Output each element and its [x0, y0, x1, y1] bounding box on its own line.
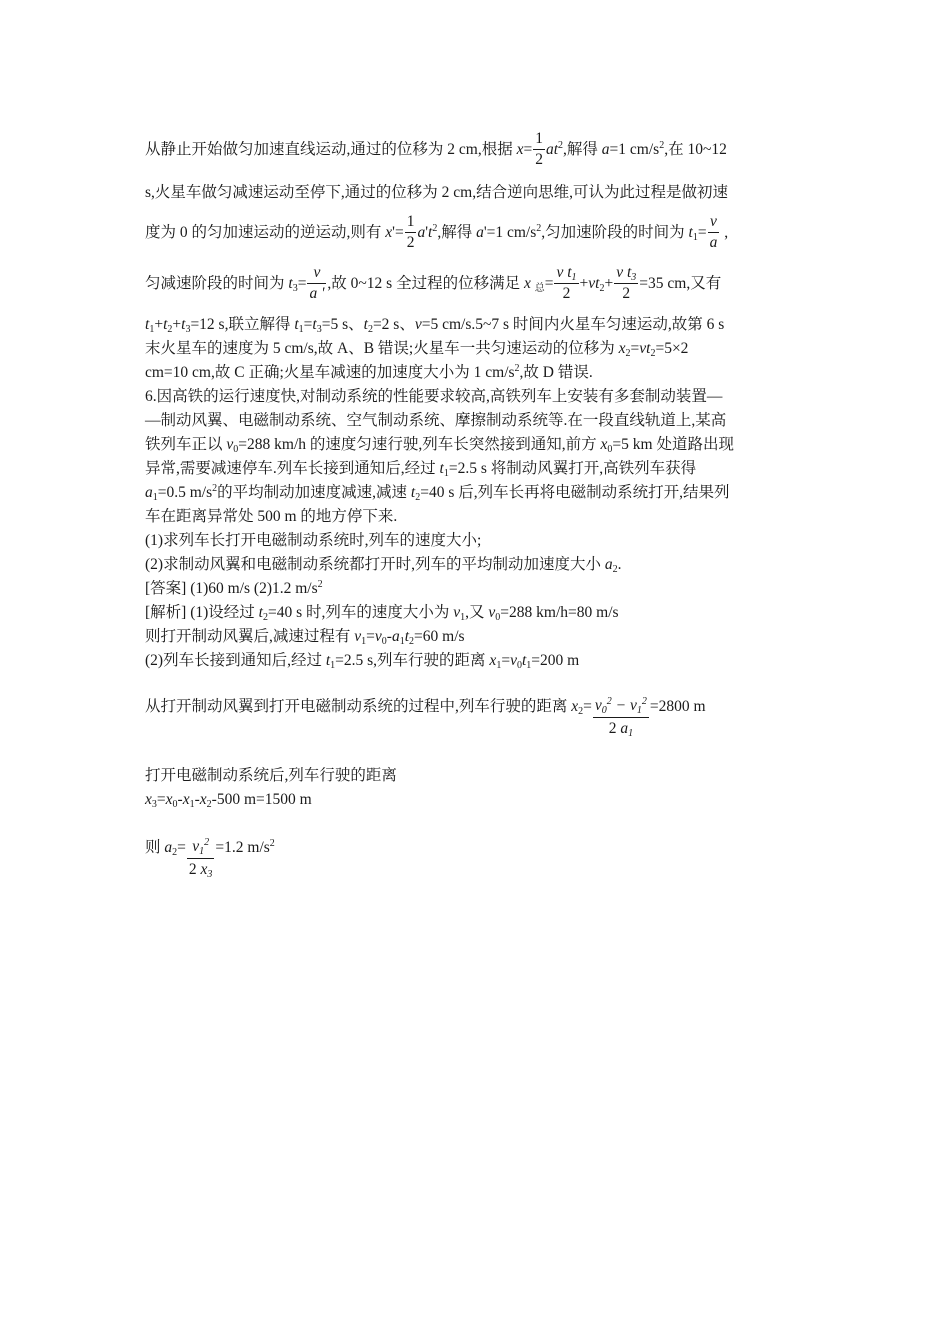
text: 打开电磁制动系统后,列车行驶的距离 — [145, 767, 397, 784]
solution-line-7: cm=10 cm,故 C 正确;火星车减速的加速度大小为 1 $cm/s^2$,故 D 错误. — [145, 363, 593, 381]
text: 匀减速阶段的时间为 — [145, 275, 289, 293]
text: ,在 10~12 — [664, 141, 727, 159]
text: 从打开制动风翼到打开电磁制动系统的过程中,列车行驶的距离 — [145, 698, 572, 716]
fraction: $\frac{v_1^2}{2 x_3}$ — [188, 837, 213, 880]
text: 则 — [145, 839, 165, 857]
text: (2)求制动风翼和电磁制动系统都打开时,列车的平均制动加速度大小 — [145, 556, 605, 573]
text: =2800 m — [649, 698, 706, 716]
text: 末火星车的速度为 5 cm/s,故 A、B 错误;火星车一共匀速运动的位移为 — [145, 340, 619, 357]
text: (1)求列车长打开电磁制动系统时,列车的速度大小; — [145, 532, 482, 549]
fraction: $\frac{v t_3}{2}$ — [616, 264, 637, 302]
text: 6.因高铁的运行速度快,对制动系统的性能要求较高,高铁列车上安装有多套制动装置— — [145, 388, 723, 405]
question-6-line-3: 铁列车正以 $v_0=288$ km/h 的速度匀速行驶,列车长突然接到通知,前方 $x_0=5$ km 处道路出现 — [145, 436, 734, 455]
text: -500 m=1500 m — [211, 791, 312, 808]
text: =1.2 m/s — [215, 839, 270, 857]
answer-line: [答案] (1)60 m/s (2)1.2 $m/s^2$ — [145, 579, 323, 597]
text: =1 cm/s — [486, 224, 537, 242]
question-6-sub-2: (2)求制动风翼和电磁制动系统都打开时,列车的平均制动加速度大小 $a_2$. — [145, 556, 622, 575]
text: =12 s,联立解得 — [190, 316, 295, 333]
text: ,故 0~12 s 全过程的位移满足 — [327, 275, 524, 293]
text: 从静止开始做匀加速直线运动,通过的位移为 2 cm,根据 — [145, 141, 517, 159]
text: 车在距离异常处 500 m 的地方停下来. — [145, 508, 398, 525]
text: =60 m/s — [414, 628, 465, 645]
text: =35 cm,又有 — [639, 275, 722, 293]
text: 的平均制动加速度减速,减速 — [217, 484, 411, 501]
solution-line-3: 度为 0 的匀加速运动的逆运动,则有 x'= $\frac{1}{2}$ $a't^2$,解得 a'=1 $cm/s^2$,匀加速阶段的时间为 $t_1=$ $\frac{v}{a}$ , — [145, 213, 729, 251]
analysis-line-7: 则 $a_2=$ $\frac{v_1^2}{2 x_3}$ =1.2 $m/s^2$ — [145, 837, 275, 880]
text: —制动风翼、电磁制动系统、空气制动系统、摩擦制动系统等.在一段直线轨道上,某高 — [145, 412, 727, 429]
text: =2.5 s,列车行驶的距离 — [335, 652, 490, 669]
analysis-line-3: (2)列车长接到通知后,经过 $t_1=2.5$ s,列车行驶的距离 $x_1=v_0t_1=200$ m — [145, 652, 580, 671]
analysis-line-2: 则打开制动风翼后,减速过程有 $v_1=v_0-a_1t_2=60$ m/s — [145, 628, 465, 647]
text: ,解得 — [437, 224, 477, 242]
question-6-line-4: 异常,需要减速停车.列车长接到通知后,经过 $t_1=2.5$ s 将制动风翼打开,高铁列车获得 — [145, 460, 697, 479]
text: =5 cm/s.5~7 s 时间内火星车匀速运动,故第 6 s — [421, 316, 725, 333]
fraction: $\frac{v}{a}$ — [709, 213, 718, 251]
solution-line-4: 匀减速阶段的时间为 $t_3=$ $\frac{v}{a '}$ ,故 0~12 s 全过程的位移满足 x $_总$= $\frac{v t_1}{2}$ $+vt_2+$ $\frac{v t_3}{2}$ =35 cm,又有 — [145, 264, 722, 302]
text: =5×2 — [655, 340, 689, 357]
fraction: $\frac{1}{2}$ — [535, 130, 543, 168]
text: (2)列车长接到通知后,经过 — [145, 652, 326, 669]
analysis-line-1: [解析] (1)设经过 $t_2=40$ s 时,列车的速度大小为 $v_1$,又 $v_0=288$ km/h=80 m/s — [145, 604, 619, 623]
text: =288 km/h 的速度匀速行驶,列车长突然接到通知,前方 — [238, 436, 601, 453]
solution-line-5: $t_1+t_2+t_3=12$ s,联立解得 $t_1=t_3=5$ s、$t_2=2$ s、v=5 cm/s.5~7 s 时间内火星车匀速运动,故第 6 s — [145, 316, 725, 335]
text: cm=10 cm,故 C 正确;火星车减速的加速度大小为 1 cm/s — [145, 364, 515, 381]
fraction: $\frac{v_0^2 - v_1^2}{2 a_1}$ — [594, 696, 647, 739]
text: =40 s 时,列车的速度大小为 — [267, 604, 454, 621]
analysis-line-6: $x_3=x_0-x_1-x_2-500$ m=1500 m — [145, 791, 312, 810]
text: =0.5 m/s — [157, 484, 213, 501]
fraction: $\frac{v}{a '}$ — [309, 264, 325, 302]
text: =200 m — [531, 652, 580, 669]
analysis-line-4: 从打开制动风翼到打开电磁制动系统的过程中,列车行驶的距离 $x_2=$ $\frac{v_0^2 - v_1^2}{2 a_1}$ =2800 m — [145, 696, 706, 739]
text: =288 km/h=80 m/s — [500, 604, 619, 621]
text: 度为 0 的匀加速运动的逆运动,则有 — [145, 224, 386, 242]
fraction: $\frac{1}{2}$ — [406, 213, 415, 251]
text: 异常,需要减速停车.列车长接到通知后,经过 — [145, 460, 440, 477]
question-6-line-5: $a_1=0.5$ $m/s^2$的平均制动加速度减速,减速 $t_2=40$ s 后,列车长再将电磁制动系统打开,结果列 — [145, 483, 730, 503]
text: =5 km 处道路出现 — [612, 436, 734, 453]
text: 则打开制动风翼后,减速过程有 — [145, 628, 355, 645]
solution-line-1: 从静止开始做匀加速直线运动,通过的位移为 2 cm,根据 x= $\frac{1}{2}$ $at^2$,解得 a=1 $cm/s^2$,在 10~12 — [145, 130, 727, 168]
text: =2 s、 — [372, 316, 415, 333]
solution-line-6: 末火星车的速度为 5 cm/s,故 A、B 错误;火星车一共匀速运动的位移为 $x_2=vt_2=5\times 2$ — [145, 340, 689, 359]
text: ,解得 — [563, 141, 602, 159]
text: =40 s 后,列车长再将电磁制动系统打开,结果列 — [420, 484, 730, 501]
question-6-line-2 — [145, 409, 810, 433]
solution-line-2 — [145, 181, 810, 205]
question-6-line-6 — [145, 505, 810, 529]
text: ,匀加速阶段的时间为 — [541, 224, 689, 242]
text: 铁列车正以 — [145, 436, 227, 453]
text: =1 cm/s — [609, 141, 660, 159]
fraction: $\frac{v t_1}{2}$ — [556, 264, 577, 302]
text: ,又 — [465, 604, 489, 621]
text: ,故 D 错误. — [519, 364, 593, 381]
analysis-line-5 — [145, 764, 810, 788]
text: =2.5 s 将制动风翼打开,高铁列车获得 — [448, 460, 697, 477]
text: s,火星车做匀减速运动至停下,通过的位移为 2 cm,结合逆向思维,可认为此过程是做初速 — [145, 184, 728, 201]
text: =5 s、 — [321, 316, 364, 333]
question-6-line-1 — [145, 385, 810, 409]
text: [答案] (1)60 m/s (2)1.2 m/s — [145, 580, 318, 597]
document-page — [145, 130, 810, 880]
question-6-sub-1 — [145, 529, 810, 553]
text: [解析] (1)设经过 — [145, 604, 259, 621]
